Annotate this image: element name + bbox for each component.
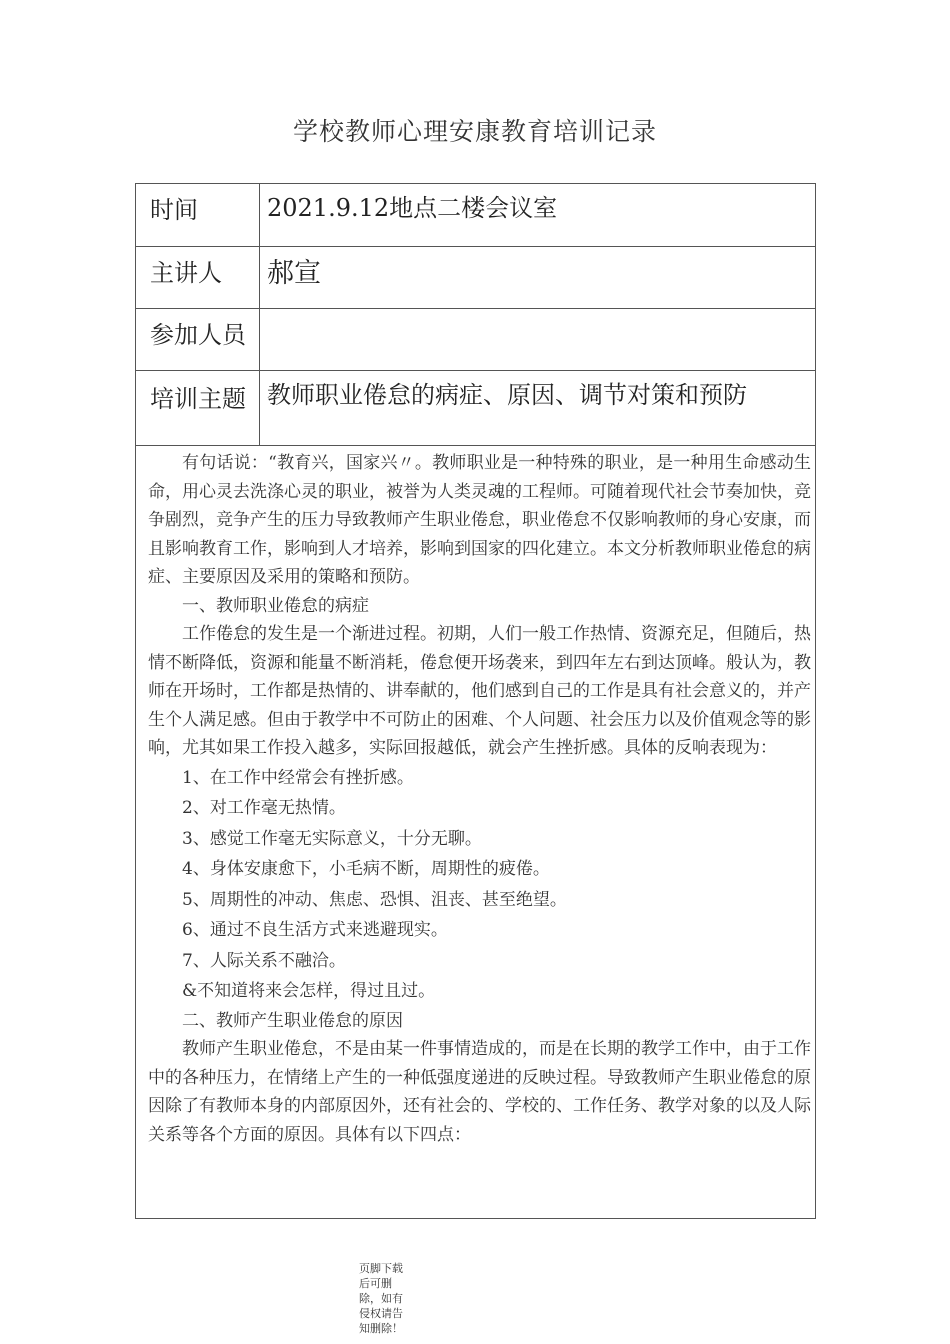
list-item: 7、人际关系不融洽。 <box>182 950 346 971</box>
time-value: 2021.9.12地点二楼会议室 <box>267 194 558 222</box>
topic-label: 培训主题 <box>136 371 260 445</box>
list-item: 2、对工作毫无热情。 <box>182 798 346 818</box>
participants-label: 参加人员 <box>136 309 260 370</box>
section2-heading: 二、教师产生职业倦怠的原因 <box>182 1010 403 1031</box>
list-item: 4、身体安康愈下，小毛病不断，周期性的疲倦。 <box>182 859 550 879</box>
speaker-value: 郝宣 <box>267 258 321 289</box>
list-item: 1、在工作中经常会有挫折感。 <box>182 767 414 788</box>
table-row-speaker <box>136 247 815 309</box>
training-content <box>148 449 811 1149</box>
section2-paragraph: 教师产生职业倦怠，不是由某一件事情造成的，而是在长期的教学工作中，由于工作中的各种压力，在情绪上产生的一种低强度递进的反映过程。导致教师产生职业倦怠的原因除了有教师本身的内部原因外，还有社会的、学校的、工作任务、教学对象的以及人际关系等各个方面的原因。具体有以下四点： <box>148 1039 811 1145</box>
section1-heading: 一、教师职业倦怠的病症 <box>182 595 369 616</box>
document-title: 学校教师心理安康教育培训记录 <box>292 117 657 146</box>
participants-value <box>260 309 815 370</box>
speaker-label: 主讲人 <box>136 247 260 308</box>
table-row-topic <box>136 371 815 446</box>
list-item: &不知道将来会怎样，得过且过。 <box>182 981 436 1001</box>
table-row-participants <box>136 309 815 371</box>
time-label: 时间 <box>136 184 260 246</box>
list-item: 3、感觉工作毫无实际意义，十分无聊。 <box>182 828 482 849</box>
list-item: 5、周期性的冲动、焦虑、恐惧、沮丧、甚至绝望。 <box>182 889 567 910</box>
table-row-time <box>136 184 815 247</box>
topic-value: 教师职业倦怠的病症、原因、调节对策和预防 <box>267 381 747 409</box>
training-record-table <box>135 183 816 1219</box>
list-item: 6、通过不良生活方式来逃避现实。 <box>182 920 448 940</box>
intro-paragraph: 有句话说：“教育兴，国家兴〃。教师职业是一种特殊的职业，是一种用生命感动生命，用心灵去洗涤心灵的职业，被誉为人类灵魂的工程师。可随着现代社会节奏加快，竞争剧烈，竞争产生的压力导致教师产生职业倦怠，职业倦怠不仅影响教师的身心安康，而且影响教育工作，影响到人才培养，影响到国家的四化建立。本文分析教师职业倦怠的病症、主要原因及采用的策略和预防。 <box>148 453 811 587</box>
section1-paragraph: 工作倦怠的发生是一个渐进过程。初期，人们一般工作热情、资源充足，但随后，热情不断降低，资源和能量不断消耗，倦怠便开场袭来，到四年左右到达顶峰。般认为，教师在开场时，工作都是热情的、讲奉献的，他们感到自己的工作是具有社会意义的，并产生个人满足感。但由于教学中不可防止的困难、个人问题、社会压力以及价值观念等的影响，尤其如果工作投入越多，实际回报越低，就会产生挫折感。具体的反响表现为： <box>148 624 811 758</box>
footer-note: 页脚下载后可删除，如有侵权请告知删除！ <box>359 1262 403 1335</box>
